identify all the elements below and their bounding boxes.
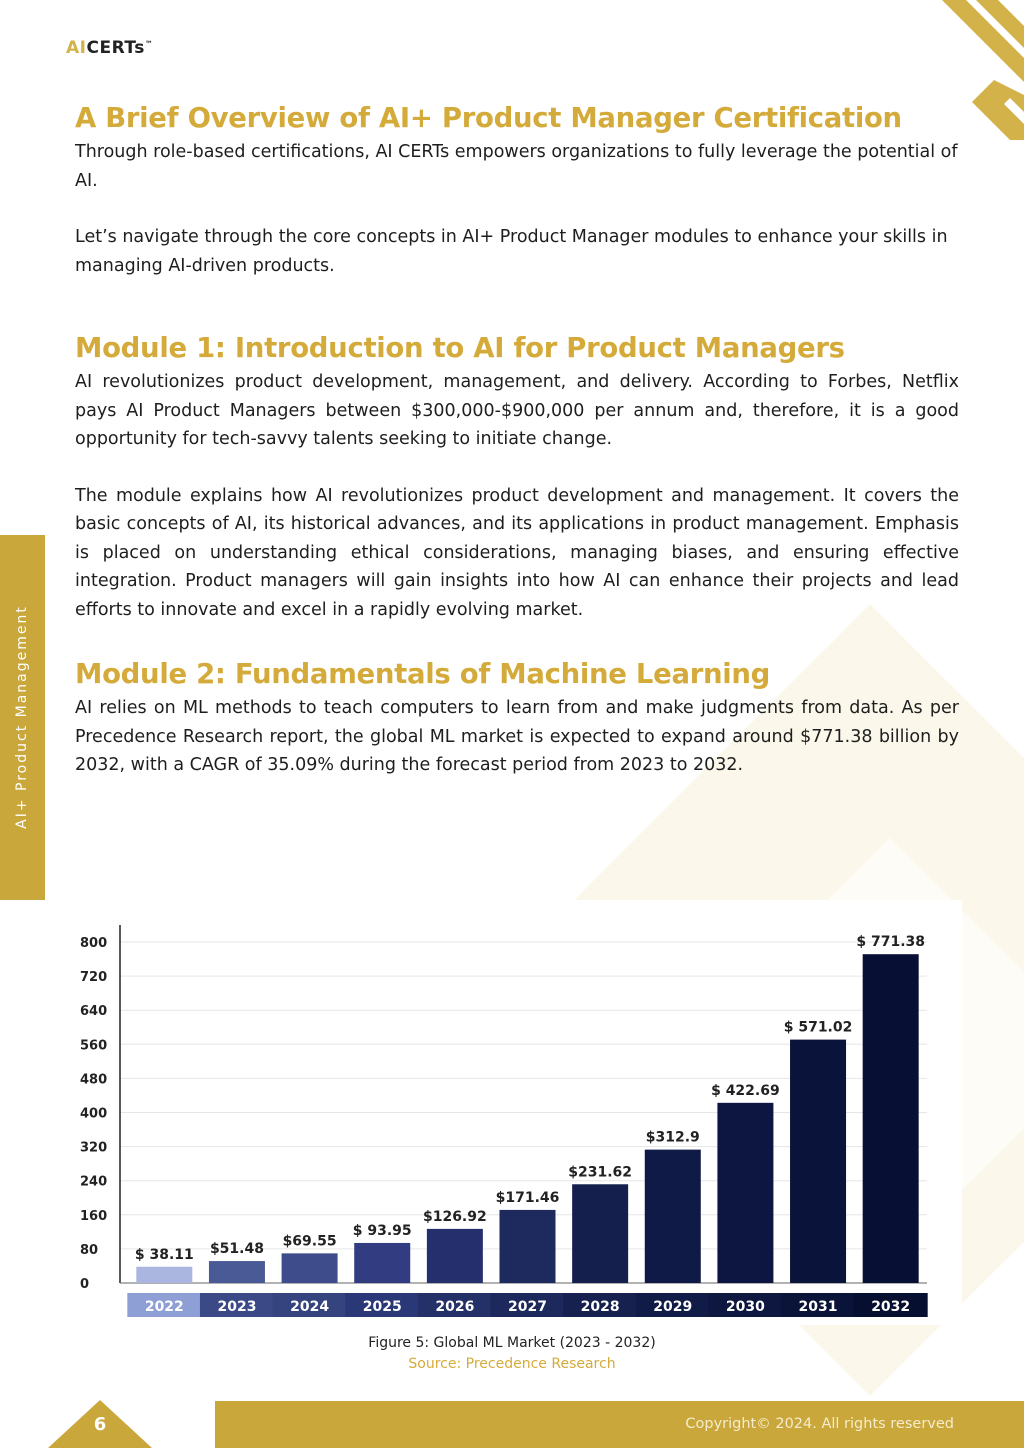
x-tick-label-2028: 2028 xyxy=(580,1299,620,1315)
ml-market-chart xyxy=(62,900,962,1325)
bar-2032 xyxy=(863,954,919,1283)
data-label-2031: $ 571.02 xyxy=(783,1019,853,1036)
bar-2023 xyxy=(209,1261,265,1283)
y-tick-label: 560 xyxy=(80,1038,108,1054)
page-number: 6 xyxy=(93,1414,107,1435)
x-tick-label-2031: 2031 xyxy=(798,1299,838,1315)
y-tick-label: 400 xyxy=(80,1106,108,1122)
overview-title: A Brief Overview of AI+ Product Manager Certification xyxy=(75,102,902,134)
y-tick-label: 80 xyxy=(80,1242,99,1258)
figure-caption: Figure 5: Global ML Market (2023 - 2032) xyxy=(368,1335,656,1351)
bar-2031 xyxy=(790,1040,846,1283)
module1-paragraph-1: AI revolutionizes product development, management, and delivery. According to Forbes, Netflix pays AI Product Managers between $300,000-$900,000 per annum and, therefore, it is a good opportunity for tech-savvy talents seeking to initiate change. xyxy=(75,372,959,449)
overview-paragraph-2: Let’s navigate through the core concepts in AI+ Product Manager modules to enhance your skills in managing AI-driven products. xyxy=(75,227,948,276)
logo-trademark: ™ xyxy=(144,39,154,49)
data-label-2025: $ 93.95 xyxy=(352,1222,412,1239)
y-tick-label: 160 xyxy=(80,1208,108,1224)
bar-chart-svg xyxy=(62,900,962,1325)
x-tick-label-2032: 2032 xyxy=(871,1299,911,1315)
x-tick-label-2030: 2030 xyxy=(725,1299,765,1315)
side-label: AI+ Product Management xyxy=(14,605,30,829)
bar-2027 xyxy=(500,1210,556,1283)
ai-certs-logo xyxy=(66,38,153,58)
data-label-2024: $69.55 xyxy=(282,1233,337,1250)
x-tick-label-2026: 2026 xyxy=(435,1299,475,1315)
bar-2030 xyxy=(717,1103,773,1283)
logo-prefix: AI xyxy=(66,38,87,58)
bar-2022 xyxy=(136,1267,192,1283)
module2-title: Module 2: Fundamentals of Machine Learning xyxy=(75,658,771,690)
logo-main: CERTs xyxy=(86,38,145,58)
x-tick-label-2027: 2027 xyxy=(508,1299,547,1315)
figure-source: Source: Precedence Research xyxy=(408,1356,616,1372)
overview-paragraph-1: Through role-based certifications, AI CERTs empowers organizations to fully leverage the potential of AI. xyxy=(75,142,958,191)
y-tick-label: 320 xyxy=(80,1140,108,1156)
y-tick-label: 640 xyxy=(80,1004,108,1020)
data-label-2027: $171.46 xyxy=(495,1189,560,1206)
bar-2028 xyxy=(572,1184,628,1283)
y-tick-label: 720 xyxy=(80,970,108,986)
data-label-2028: $231.62 xyxy=(568,1164,633,1181)
x-tick-label-2022: 2022 xyxy=(144,1299,184,1315)
module2-paragraph-1: AI relies on ML methods to teach computers to learn from and make judgments from data. As per Precedence Research report, the global ML market is expected to expand around $771.38 billion by 2032, with a CAGR of 35.09% during the forecast period from 2023 to 2032. xyxy=(75,698,959,775)
y-tick-label: 0 xyxy=(80,1277,90,1292)
y-tick-label: 800 xyxy=(80,936,108,951)
y-tick-label: 240 xyxy=(80,1174,108,1190)
x-tick-label-2025: 2025 xyxy=(362,1299,402,1315)
bar-2024 xyxy=(282,1253,338,1283)
x-tick-label-2023: 2023 xyxy=(217,1299,257,1315)
data-label-2026: $126.92 xyxy=(422,1208,487,1225)
copyright-text: Copyright© 2024. All rights reserved xyxy=(685,1416,954,1432)
x-tick-label-2029: 2029 xyxy=(653,1299,693,1315)
module1-paragraph-2: The module explains how AI revolutionizes product development and management. It covers the basic concepts of AI, its historical advances, and its applications in product management. Emphasis is placed on understanding ethical considerations, managing biases, and ensuring effective integration. Product managers will gain insights into how AI can enhance their projects and lead efforts to innovate and excel in a rapidly evolving market. xyxy=(75,485,959,620)
x-tick-label-2024: 2024 xyxy=(290,1299,330,1315)
main-content xyxy=(75,98,959,780)
data-label-2030: $ 422.69 xyxy=(711,1082,780,1099)
y-tick-label: 480 xyxy=(80,1072,108,1088)
bar-2026 xyxy=(427,1229,483,1283)
data-label-2023: $51.48 xyxy=(209,1241,264,1258)
module1-title: Module 1: Introduction to AI for Product Managers xyxy=(75,332,845,364)
data-label-2022: $ 38.11 xyxy=(134,1246,194,1263)
bar-2025 xyxy=(354,1243,410,1283)
data-label-2032: $ 771.38 xyxy=(856,934,926,951)
bar-2029 xyxy=(645,1150,701,1283)
data-label-2029: $312.9 xyxy=(645,1129,700,1146)
